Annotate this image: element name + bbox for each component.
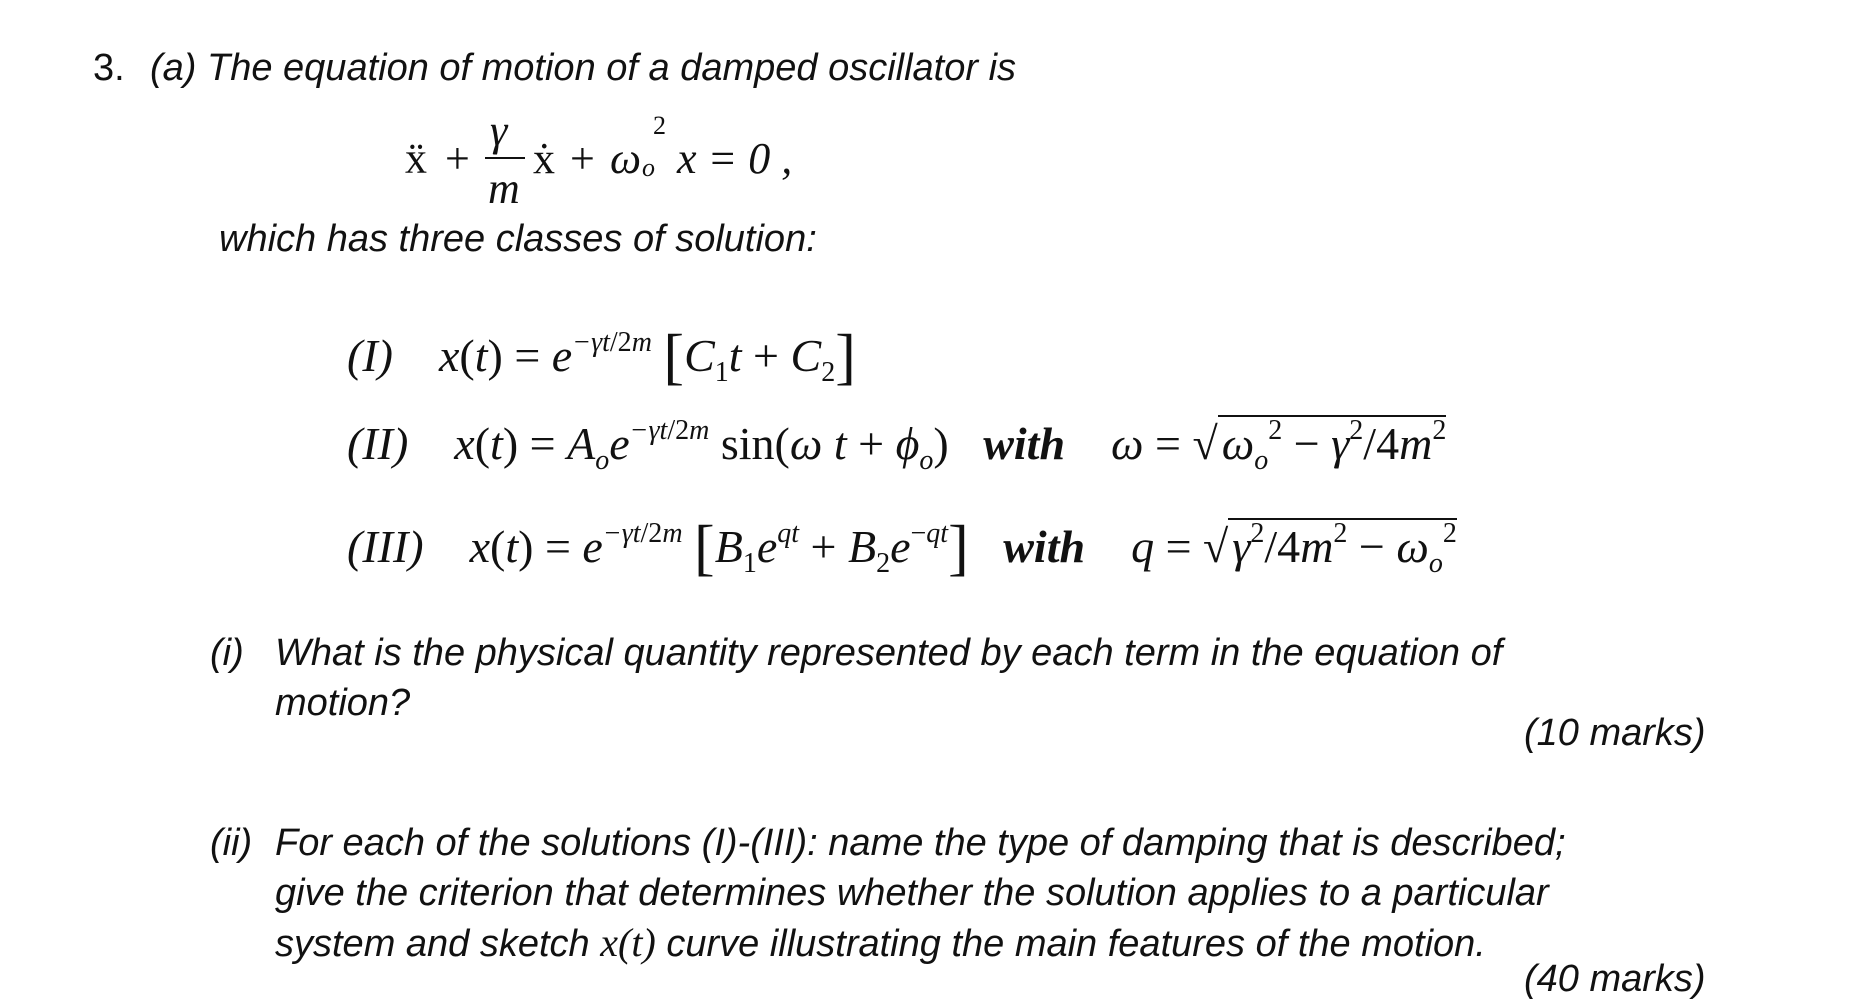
eq-xdot: ẋ [533, 134, 555, 183]
subq-2-line3-math: x(t) [600, 920, 656, 965]
subq-1-line1: What is the physical quantity represented by each term in the equation of [275, 632, 1503, 674]
eq-omega: ω [610, 134, 642, 183]
fraction-bar [485, 157, 525, 159]
eq-plus-1: + [445, 134, 470, 183]
subq-1-label: (i) [210, 632, 244, 674]
subq-2-line1: For each of the solutions (I)-(III): name the type of damping that is described; [275, 822, 1566, 864]
equation-of-motion [405, 106, 825, 225]
subq-2-line3 [275, 918, 1486, 969]
subq-2-marks: (40 marks) [1524, 958, 1706, 1000]
subq-1-marks: (10 marks) [1524, 712, 1706, 754]
solution-3: (III) $x(t) = e^{-\gamma t/2m}$ $[B_1e^{qt} + B_2e^{-qt}]$ with $q = √\gamma^2/4m^2 - \omega_o^2$ [347, 514, 1457, 582]
solution-1-label: (I) [347, 330, 393, 381]
subq-2-line3-c: curve illustrating the main features of the motion. [666, 923, 1486, 965]
eq-plus-2: + [570, 134, 595, 183]
subq-2-line3-a: system and sketch [275, 923, 590, 965]
eq-numerator: γ [490, 106, 508, 155]
eq-omega-sub: o [642, 153, 655, 182]
eq-rest: x = 0 , [677, 134, 793, 183]
subq-2-label: (ii) [210, 822, 253, 864]
eq-xddot: ẍ [405, 134, 427, 183]
solution-3-label: (III) [347, 521, 424, 572]
subq-2-line2: give the criterion that determines whether the solution applies to a particular [275, 872, 1549, 914]
solution-1: (I) $x(t) = e^{-\gamma t/2m}$ $[C_1t + C_2]$ [347, 323, 856, 391]
solution-2-label: (II) [347, 418, 409, 469]
solution-2: (II) $x(t) = A_oe^{-\gamma t/2m}$ sin(ω $t + \phi_o$) with $\omega = √\omega_o^2 - \gamma^2/4m^2$ [347, 415, 1447, 476]
eq-omega-sup: 2 [653, 111, 666, 140]
classes-intro: which has three classes of solution: [219, 218, 817, 260]
eq-denominator: m [488, 164, 520, 213]
question-number: 3. [93, 47, 125, 89]
question-header: (a) The equation of motion of a damped oscillator is [150, 47, 1017, 89]
subq-1-line2: motion? [275, 682, 411, 724]
